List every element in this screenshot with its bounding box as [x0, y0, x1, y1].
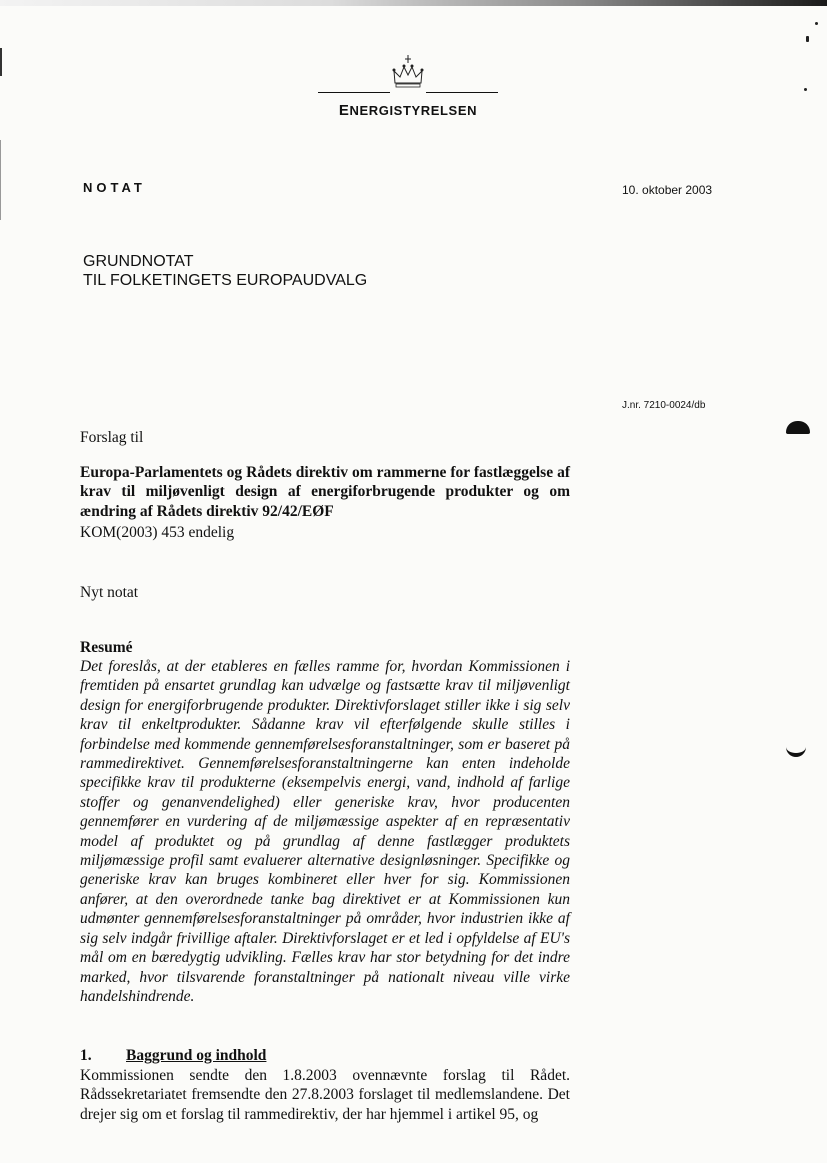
grundnotat-heading — [83, 252, 367, 290]
scan-blot — [786, 743, 806, 757]
proposal-title: Europa-Parlamentets og Rådets direktiv om rammerne for fastlæggelse af krav til miljøvenligt design af energiforbrugende produkter og om ændring af Rådets direktiv 92/42/EØF — [80, 464, 570, 520]
scan-speck — [815, 22, 818, 25]
scan-speck — [804, 88, 807, 91]
section-heading — [80, 1046, 570, 1065]
grundnotat-line-2: TIL FOLKETINGETS EUROPAUDVALG — [83, 272, 368, 289]
document-date: 10. oktober 2003 — [622, 183, 713, 197]
forslag-label: Forslag til — [80, 429, 144, 446]
notat-status: Nyt notat — [80, 584, 139, 601]
resume-heading: Resumé — [80, 639, 133, 656]
scan-top-band — [0, 0, 827, 6]
organization-name: ENERGISTYRELSEN — [338, 102, 478, 119]
kom-reference: KOM(2003) 453 endelig — [80, 524, 235, 541]
section-title: Baggrund og indhold — [126, 1047, 267, 1064]
resume-text: Det foreslås, at der etableres en fælles ramme for, hvordan Kommissionen i fremtiden på ensartet grundlag kan udvælge og fastsætte krav til miljøvenligt design for energiforbrugende produkter. Direktivforslaget stiller ikke i sig selv krav til enkeltprodukter. Sådanne krav vil efterfølgende skulle stilles i forbindelse med kommende gennemførelsesforanstaltninger, som er baseret på rammedirektivet. Gennemførelsesforanstaltningerne kan enten indeholde specifikke krav til produkterne (eksempelvis energi, vand, indhold af farlige stoffer og genanvendelighed) eller generiske krav, hvor producenten gennemfører en vurdering af de miljømæssige aspekter af en repræsentativ model af produktet og på grundlag af denne fastlægger produktets miljømæssige profil samt evaluerer alternative designløsninger. Specifikke og generiske krav kan bruges kombineret eller hver for sig. Kommissionen anfører, at den overordnede tanke bag direktivet er at Kommissionen kun udmønter gennemførelsesforanstaltninger på områder, hvor industrien ikke af sig selv indgår frivillige aftaler. Direktivforslaget er et led i opfyldelse af EU's mål om en bæredygtig udvikling. Fælles krav har stor betydning for det indre marked, hvor tilsvarende foranstaltninger på nationalt niveau ville virke handelshindrende. — [80, 658, 570, 1005]
scan-edge-mark — [0, 48, 2, 76]
scan-blot — [786, 421, 810, 434]
scan-edge-mark — [0, 140, 1, 220]
grundnotat-line-1: GRUNDNOTAT — [83, 253, 194, 270]
header-rule-right — [426, 92, 498, 93]
scan-speck — [806, 36, 809, 42]
journal-number: J.nr. 7210-0024/db — [622, 400, 706, 411]
section-text: Kommissionen sendte den 1.8.2003 ovennævnte forslag til Rådet. Rådssekretariatet fremsendte den 27.8.2003 forslaget til medlemslandene. Det drejer sig om et forslag til rammedirektiv, der har hjemmel i artikel 95, og — [80, 1067, 570, 1123]
crown-icon — [390, 53, 426, 93]
section-number: 1. — [80, 1047, 92, 1064]
header-rule-left — [318, 92, 390, 93]
document-type: NOTAT — [83, 180, 146, 195]
